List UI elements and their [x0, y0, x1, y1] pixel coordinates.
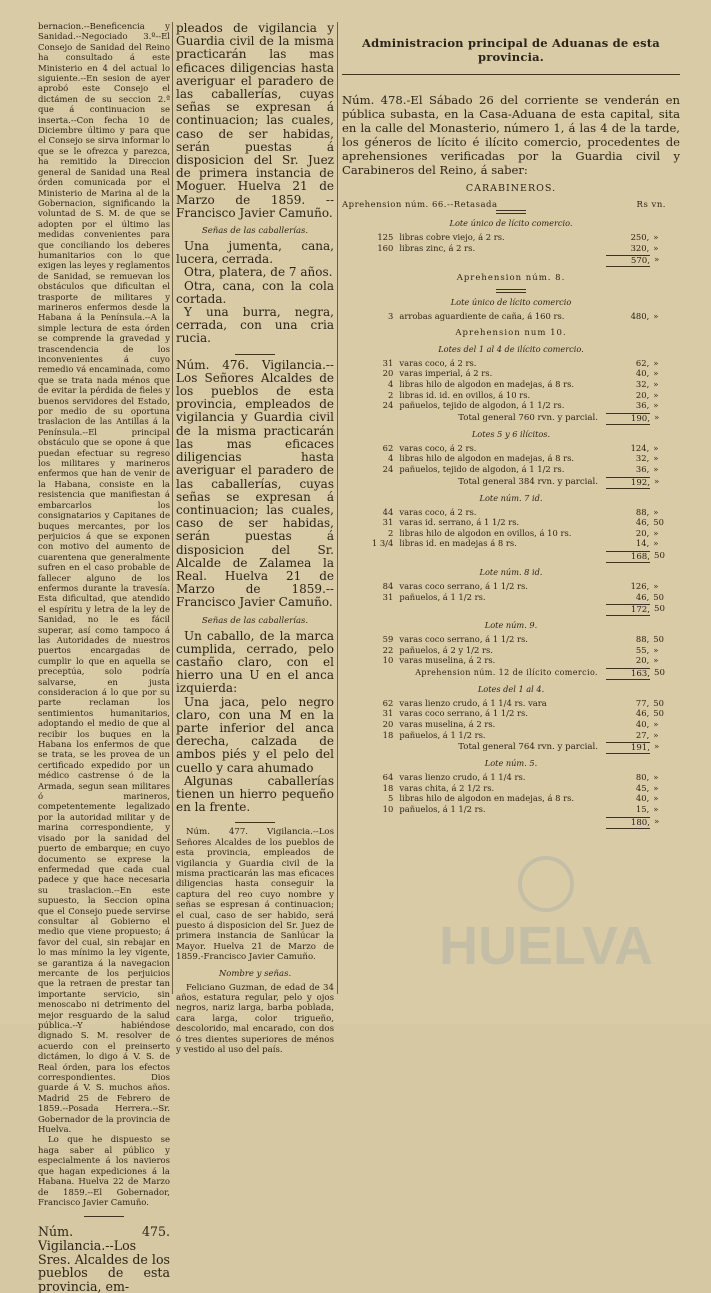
notice-477-text: Núm. 477. Vigilancia.--Los Señores Alcaldes de los pueblos de esta provincia, empleados de vigilancia y Guardia civil de la misma practicarán las mas eficaces diligencias hasta conseguir la captura del reo cuyo nombre y señas se espresan á continuacion; el cual, caso de ser habido, será puesto á disposicion del Sr. Juez de primera instancia de Sanlúcar la Mayor. Huelva 21 de Marzo de 1859.-Francisco Javier Camuño. [176, 827, 334, 963]
cents-cell: » [653, 793, 659, 804]
lot-title: Lote núm. 5. [484, 758, 538, 769]
table-row [342, 708, 680, 719]
table-row [342, 730, 680, 741]
quantity-cell: 64 [382, 772, 394, 783]
governor-notice-text: Lo que he dispuesto se haga saber al público y especialmente á los navieros que hagan expediciones á la Habana. Huelva 22 de Marzo de 1859.--El Gobernador, Francisco Javier Camuño. [38, 1135, 170, 1208]
table-row [342, 358, 680, 369]
aprehension-label: Aprehension núm. 8. [456, 273, 566, 284]
amount-cell: 40, [635, 793, 650, 804]
divider [84, 1216, 124, 1217]
divider [342, 74, 680, 75]
quantity-cell: 84 [382, 580, 394, 591]
section-subtitle: Señas de las caballerías. [201, 615, 309, 626]
auction-notice-text: Núm. 478.-El Sábado 26 del corriente se venderán en pública subasta, en la Casa-Aduana de esta capital, sita en la calle del Monasterio, número 1, á las 4 de la tarde, los géneros de lícito é ilícito comercio, procedentes de aprehensiones verificadas por la Guardia civil y Carabineros del Reino, á saber: [342, 93, 680, 177]
amount-cell: 32, [635, 378, 650, 389]
quantity-cell: 18 [382, 729, 394, 740]
amount-cell: 40, [635, 719, 650, 730]
description-item: Otra, platera, de 7 años. [184, 265, 333, 280]
item-description-cell: varas chita, á 2 1/2 rs. [399, 782, 495, 793]
amount-cell: 320, [630, 242, 650, 253]
cents-cell: 50 [653, 697, 664, 708]
item-description-cell: libras hilo de algodon en ovillos, á 10 rs. [399, 527, 572, 538]
amount-cell: 46, [635, 708, 650, 719]
quantity-cell: 20 [382, 368, 394, 379]
amount-cell: 20, [635, 655, 650, 666]
table-row [342, 379, 680, 390]
cents-cell: » [653, 389, 659, 400]
lot-table [342, 507, 680, 549]
lot-subtotal: Aprehension núm. 12 de ilícito comercio. 163, 50 [415, 667, 665, 679]
quantity-cell: 10 [382, 804, 394, 815]
cents-cell: » [653, 357, 659, 368]
lot-subtotal: 168, 50 [342, 551, 680, 563]
cents-cell: » [653, 729, 659, 740]
quantity-cell: 31 [382, 708, 394, 719]
item-description-cell: libras zinc, á 2 rs. [399, 242, 476, 253]
table-row [342, 232, 680, 243]
table-row [342, 645, 680, 656]
cents-cell: » [653, 538, 659, 549]
amount-cell: 88, [635, 634, 650, 645]
quantity-cell: 22 [382, 644, 394, 655]
lot-title: Lotes del 1 al 4 de ilícito comercio. [438, 343, 584, 354]
cents-cell: » [653, 580, 659, 591]
item-description-cell: pañuelos, á 1 1/2 rs. [399, 729, 486, 740]
table-row [342, 592, 680, 603]
cents-cell: » [653, 242, 659, 253]
quantity-cell: 10 [382, 655, 394, 666]
lot-title: Lote único de lícito comercio. [449, 218, 573, 228]
circular-sanidad-text: bernacion.--Beneficencia y Sanidad.--Negociado 3.º--El Consejo de Sanidad del Reino ha consultado á este Ministerio en 4 del actual lo siguiente.--En sesion de ayer aprobó este Consejo el dictámen de su seccion 2.ª que á continuacion se inserta.--Con fecha 10 de Diciembre último y para que el Consejo se sirva informar lo que se le ofrezca y parezca, ha remitido la Direccion general de Sanidad una Real órden comunicada por el Ministerio de Marina al de la Gobernacion, significando la voluntad de S. M. de que se adopten por el último las medidas convenientes para que conciliando los deberes humanitarios con lo que exigen las leyes y reglamentos de Sanidad, se remuevan los obstáculos que dificultan el trasporte de militares y marineros enfermos desde la Habana á la Península.--A la simple lectura de esta órden se comprende la gravedad y trascendencia de los inconvenientes á cuyo remedio vá encaminada, como que se trata nada ménos que de evitar la pérdida de fieles y buenos servidores del Estado, por medio de su oportuna traslacion de las Antillas á la Península.--El principal obstáculo que se opone á que puedan efectuar su regreso los militares y marineros enfermos que han de venir de la Habana, consiste en la resistencia que manifiestan á embarcarlos los consignatarios y Capitanes de buques mercantes, por los perjuicios á que se exponen con motivo del aumento de cuarentena que generalmente sufren en el caso probable de fallecer alguno de los enfermos durante la travesía. Esta dificultad, que atendido el espíritu y letra de la ley de Sanidad, no le es fácil superar, así como tampoco á las Autoridades de nuestros puertos encargadas de cumplir lo que en aquella se preceptúa, solo podría salvarse, en justa consideracion á lo que por su parte reclaman los sentimientos humanitarios, adoptando el medio de que al recibir los buques en la Habana los enfermos de que se trata, se les provea de un certificado expedido por un médico castrense ó de la Armada, segun sean militares ó marineros, competentemente legalizado por la autoridad militar y de marina correspondiente, y visado por la sanidad del puerto de embarque; en cuyo documento se exprese la enfermedad que cada cual padece y que hace necesaria su traslacion.--En este supuesto, la Seccion opina que el Consejo puede servirse consultar al Gobierno el medio que viene propuesto; á favor del cual, sin rebajar en lo mas mínimo la ley vigente, se garantiza á la navegacion mercante de los perjuicios que la retraen de prestar tan importante servicio, sin menoscabo ni detrimento del mejor resguardo de la salud pública.--Y habiéndose dignado S. M. resolver de acuerdo con el preinserto dictámen, lo digo á V. S. de Real órden, para los efectos correspondientes. Dios guarde á V. S. muchos años. Madrid 25 de Febrero de 1859.--Posada Herrera.--Sr. Gobernador de la provincia de Huelva. [38, 22, 170, 1136]
cents-cell: 50 [653, 708, 664, 719]
cents-cell: » [653, 655, 659, 666]
currency-label: Rs vn. [636, 200, 666, 210]
amount-cell: 126, [630, 580, 650, 591]
cents-cell: 50 [653, 634, 664, 645]
column-middle [176, 22, 334, 1056]
amount-cell: 36, [635, 400, 650, 411]
amount-cell: 45, [635, 782, 650, 793]
lot-title: Lote núm. 7 id. [479, 492, 543, 503]
suspect-description: Feliciano Guzman, de edad de 34 años, estatura regular, pelo y ojos negros, nariz larga, barba poblada, cara larga, color trigueño, descolorido, mal encarado, con dos ó tres dientes superiores de ménos y vestido al uso del país. [176, 982, 334, 1056]
cents-cell: 50 [653, 517, 664, 528]
amount-cell: 32, [635, 453, 650, 464]
table-row [342, 783, 680, 794]
item-description-cell: varas muselina, á 2 rs. [399, 719, 496, 730]
quantity-cell: 24 [382, 463, 394, 474]
quantity-cell: 3 [388, 311, 394, 322]
amount-cell: 480, [630, 311, 650, 322]
item-description-cell: pañuelos, á 1 1/2 rs. [399, 804, 486, 815]
table-row [342, 538, 680, 549]
item-description-cell: pañuelos, á 1 1/2 rs. [399, 591, 486, 602]
amount-cell: 55, [635, 644, 650, 655]
item-description-cell: pañuelos, tejido de algodon, á 1 1/2 rs. [399, 400, 565, 411]
table-row [342, 698, 680, 709]
lot-table [342, 443, 680, 475]
table-row [342, 719, 680, 730]
cents-cell: » [653, 527, 659, 538]
amount-cell: 40, [635, 368, 650, 379]
table-row [342, 655, 680, 666]
item-description-cell: pañuelos, á 2 y 1/2 rs. [399, 644, 493, 655]
description-item: Una jaca, pelo negro claro, con una M en la parte inferior del anca derecha, calzada de ambos piés y el pelo del cuello y cara ahumado [176, 694, 334, 775]
cents-cell: » [653, 719, 659, 730]
lot-table [342, 311, 680, 322]
quantity-cell: 125 [377, 232, 394, 242]
quantity-cell: 18 [382, 782, 394, 793]
table-row [342, 793, 680, 804]
item-description-cell: varas coco serrano, á 1 1/2 rs. [399, 634, 528, 645]
item-description-cell: varas coco, á 2 rs. [399, 442, 477, 453]
lot-subtotal: Total general 384 rvn. y parcial. 192, » [458, 476, 660, 488]
table-row [342, 400, 680, 411]
item-description-cell: varas coco, á 2 rs. [399, 357, 477, 368]
amount-cell: 124, [630, 442, 650, 453]
divider [496, 289, 526, 293]
amount-cell: 20, [635, 527, 650, 538]
lot-title: Lotes del 1 al 4. [477, 683, 545, 694]
cents-cell: » [653, 463, 659, 474]
quantity-cell: 59 [382, 634, 394, 645]
cents-cell: 50 [653, 591, 664, 602]
quantity-cell: 1 3/4 [371, 538, 394, 549]
notice-476-text: Núm. 476. Vigilancia.--Los Señores Alcaldes de los pueblos de esta provincia, empleados de vigilancia y Guardia civil de la misma practicarán las mas eficaces diligencias hasta averiguar el paradero de las caballerías, cuyas señas se expresan á continuacion; las cuales, caso de ser habidas, serán puestas á disposicion del Sr. Alcalde de Zalamea la Real. Huelva 21 de Marzo de 1859.--Francisco Javier Camuño. [176, 357, 334, 610]
lot-subtotal: Total general 760 rvn. y parcial. 190, » [458, 412, 660, 424]
amount-cell: 15, [635, 804, 650, 815]
column-left [38, 22, 170, 1293]
amount-cell: 80, [635, 772, 650, 783]
item-description-cell: libras hilo de algodon en madejas, á 8 rs. [399, 453, 575, 464]
watermark-text: HUELVA [439, 916, 653, 976]
table-row [342, 464, 680, 475]
watermark-emblem-icon [520, 858, 572, 910]
table-row [342, 443, 680, 454]
amount-cell: 46, [635, 591, 650, 602]
column-right [342, 22, 680, 833]
lot-title: Lote núm. 8 id. [479, 566, 543, 577]
divider [235, 354, 275, 355]
amount-cell: 46, [635, 517, 650, 528]
lot-subtotal: 172, 50 [342, 604, 680, 616]
cents-cell: » [653, 644, 659, 655]
amount-cell: 88, [635, 506, 650, 517]
quantity-cell: 2 [388, 527, 394, 538]
cents-cell: » [653, 782, 659, 793]
amount-cell: 77, [635, 697, 650, 708]
cents-cell: » [653, 442, 659, 453]
lot-table [342, 358, 680, 411]
quantity-cell: 31 [382, 591, 394, 602]
table-row [342, 634, 680, 645]
amount-cell: 62, [635, 357, 650, 368]
amount-cell: 27, [635, 729, 650, 740]
item-description-cell: varas imperial, á 2 rs. [399, 368, 493, 379]
table-row [342, 517, 680, 528]
quantity-cell: 2 [388, 389, 394, 400]
aprehension-label: Aprehension núm. 66.--Retasada [342, 200, 498, 210]
item-description-cell: libras hilo de algodon en madejas, á 8 rs. [399, 378, 575, 389]
lot-table [342, 634, 680, 666]
lot-title: Lote núm. 9. [484, 620, 538, 631]
description-item: Una jumenta, cana, lucera, cerrada. [176, 239, 334, 267]
amount-cell: 36, [635, 463, 650, 474]
quantity-cell: 62 [382, 697, 394, 708]
quantity-cell: 44 [382, 506, 394, 517]
lot-subtotal: 570, » [342, 255, 680, 267]
quantity-cell: 62 [382, 442, 394, 453]
item-description-cell: varas lienzo crudo, á 1 1/4 rs. [399, 772, 526, 783]
table-row [342, 243, 680, 254]
lot-title: Lote único de lícito comercio [450, 297, 572, 308]
cents-cell: » [653, 368, 659, 379]
description-item: Y una burra, negra, cerrada, con una cria rucia. [176, 305, 334, 346]
quantity-cell: 31 [382, 517, 394, 528]
item-description-cell: pañuelos, tejido de algodon, á 1 1/2 rs. [399, 463, 565, 474]
cents-cell: » [653, 232, 659, 242]
cents-cell: » [653, 453, 659, 464]
cents-cell: » [653, 311, 659, 322]
divider [235, 822, 275, 823]
quantity-cell: 5 [388, 793, 394, 804]
item-description-cell: varas id. serrano, á 1 1/2 rs. [399, 517, 520, 528]
aprehension-header [342, 200, 680, 210]
item-description-cell: varas muselina, á 2 rs. [399, 655, 496, 666]
quantity-cell: 4 [388, 453, 394, 464]
archive-watermark [421, 844, 671, 994]
quantity-cell: 4 [388, 378, 394, 389]
table-row [342, 507, 680, 518]
section-header: Administracion principal de Aduanas de esta provincia. [362, 36, 660, 64]
table-row [342, 311, 680, 322]
lot-table [342, 581, 680, 602]
description-item: Un caballo, de la marca cumplida, cerrado, pelo castaño claro, con el hierro una U en el anca izquierda: [176, 628, 334, 696]
table-row [342, 581, 680, 592]
column-rule [172, 22, 173, 994]
amount-cell: 14, [635, 538, 650, 549]
table-row [342, 368, 680, 379]
lot-table [342, 698, 680, 740]
aprehension-label: Aprehension num 10. [455, 327, 567, 338]
lot-table [342, 232, 680, 253]
table-row [342, 804, 680, 815]
quantity-cell: 24 [382, 400, 394, 411]
item-description-cell: varas lienzo crudo, á 1 1/4 rs. vara [399, 697, 547, 708]
lot-title: Lotes 5 y 6 ilícitos. [471, 428, 551, 439]
lot-subtotal: 180, » [342, 817, 680, 829]
lot-subtotal: Total general 764 rvn. y parcial. 191, » [458, 742, 660, 754]
item-description-cell: varas coco serrano, á 1 1/2 rs. [399, 580, 528, 591]
notice-475-title: Núm. 475. Vigilancia.--Los Sres. Alcaldes de los pueblos de esta provincia, em- [38, 1224, 170, 1293]
table-row [342, 528, 680, 539]
quantity-cell: 20 [382, 719, 394, 730]
section-subtitle: Nombre y señas. [218, 968, 292, 979]
item-description-cell: libras id. id. en ovillos, á 10 rs. [399, 389, 531, 400]
item-description-cell: libras cobre viejo, á 2 rs. [399, 232, 505, 242]
divider [496, 210, 526, 214]
item-description-cell: varas coco, á 2 rs. [399, 506, 477, 517]
cents-cell: » [653, 772, 659, 783]
item-description-cell: libras id. en madejas á 8 rs. [399, 538, 517, 549]
item-description-cell: arrobas aguardiente de caña, á 160 rs. [399, 311, 565, 322]
notice-475-continued: pleados de vigilancia y Guardia civil de la misma practicarán las mas eficaces diligencias hasta averiguar el paradero de las caballerías, cuyas señas se expresan á continuacion; las cuales, caso de ser habidas, serán puestas á disposicion del Sr. Juez de primera instancia de Moguer. Huelva 21 de Marzo de 1859. --Francisco Javier Camuño. [176, 22, 334, 220]
lot-table [342, 772, 680, 814]
description-item: Algunas caballerías tienen un hierro pequeño en la frente. [176, 773, 334, 815]
cents-cell: » [653, 378, 659, 389]
section-subtitle: Señas de las caballerías. [201, 226, 309, 237]
quantity-cell: 31 [382, 357, 394, 368]
cents-cell: » [653, 506, 659, 517]
amount-cell: 250, [630, 232, 650, 242]
item-description-cell: varas coco serrano, á 1 1/2 rs. [399, 708, 528, 719]
column-rule [337, 22, 338, 994]
item-description-cell: libras hilo de algodon en madejas, á 8 rs. [399, 793, 575, 804]
table-row [342, 772, 680, 783]
cents-cell: » [653, 804, 659, 815]
quantity-cell: 160 [377, 242, 394, 253]
amount-cell: 20, [635, 389, 650, 400]
cents-cell: » [653, 400, 659, 411]
table-row [342, 390, 680, 401]
description-item: Otra, cana, con la cola cortada. [176, 278, 334, 306]
section-caption: CARABINEROS. [465, 183, 557, 194]
table-row [342, 453, 680, 464]
